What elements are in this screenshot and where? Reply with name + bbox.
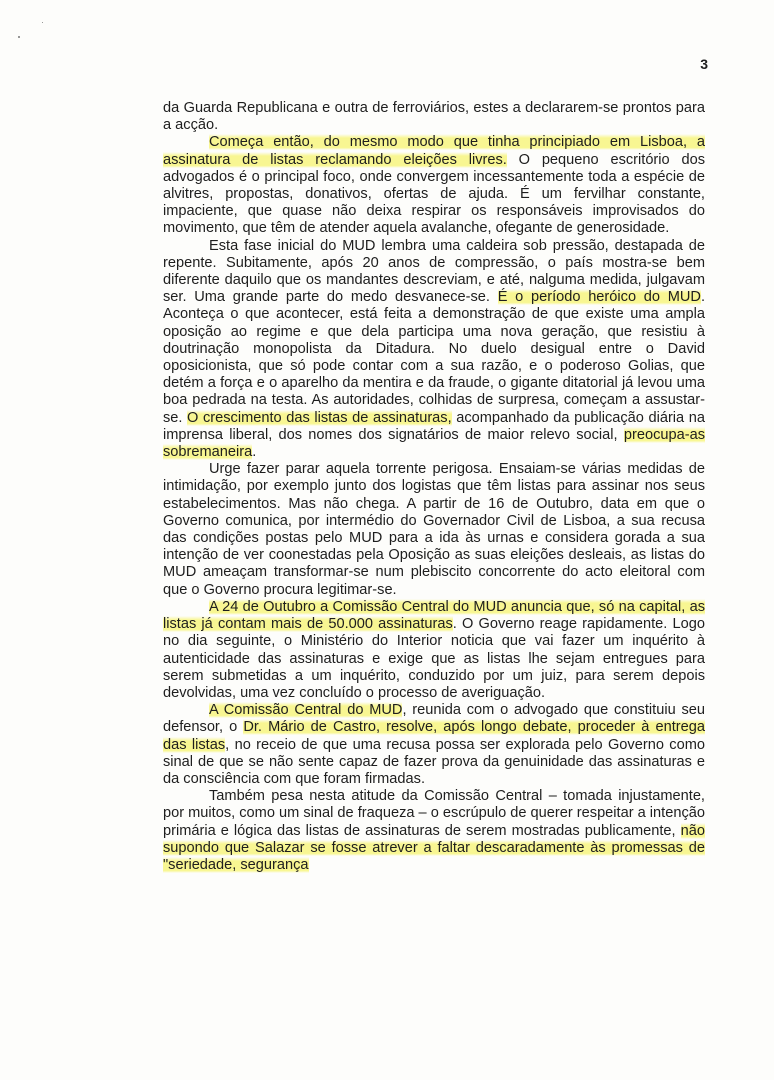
highlighted-text: Começa então, do mesmo modo que tinha principiado em Lisboa, a assinatura de listas reclamando eleições livres. bbox=[163, 134, 705, 168]
highlighted-text: A Comissão Central do MUD bbox=[209, 702, 403, 719]
text-run: . bbox=[252, 444, 257, 461]
highlighted-text: Dr. Mário de Castro, resolve, após longo debate, proceder à entrega das listas bbox=[163, 719, 705, 753]
text-run: Urge fazer parar aquela torrente perigosa. Ensaiam-se várias medidas de intimidação, por exemplo junto dos logistas que têm listas para assinar nos seus estabelecimentos. Mas não chega. A partir de 16 de Outubro, data em que o Governo comunica, por intermédio do Governador Civil de Lisboa, a sua recusa das condições postas pelo MUD para a ida às urnas e considera gorada a sua intenção de ver coonestadas pela Oposição as suas eleições desleais, as listas do MUD ameaçam transformar-se num plebiscito concorrente do acto eleitoral com que o Governo procura legitimar-se. bbox=[163, 461, 705, 598]
paragraph-5 bbox=[163, 599, 705, 702]
scan-speck bbox=[18, 36, 20, 38]
text-run: , no receio de que uma recusa possa ser explorada pelo Governo como sinal de que se não sente capaz de fazer prova da genuinidade das assinaturas e da consciência com que foram firmadas. bbox=[163, 736, 705, 787]
text-run: Esta fase inicial do MUD lembra uma caldeira sob pressão, destapada de repente. Subitamente, após 20 anos de compressão, o país mostra-se bem diferente daquilo que os mandantes descreviam, e até, nalguma medida, julgavam ser. Uma grande parte do medo desvanece-se. bbox=[163, 237, 705, 306]
text-run: O pequeno escritório dos advogados é o principal foco, onde convergem incessantemente toda a espécie de alvitres, propostas, donativos, ofertas de ajuda. É um fervilhar constante, impaciente, que quase não deixa respirar os responsáveis improvisados do movimento, que têm de atender aquela avalanche, ofegante de generosidade. bbox=[163, 151, 705, 237]
highlighted-text: preocupa-as sobremaneira bbox=[163, 426, 705, 461]
paragraph-6 bbox=[163, 702, 705, 788]
text-run: acompanhado da publicação diária na imprensa liberal, dos nomes dos signatários de maior relevo social, bbox=[163, 409, 705, 443]
text-run: . Aconteça o que acontecer, está feita a demonstração de que existe uma ampla oposição ao regime e que dela participa uma nova geração, que resistiu à doutrinação monopolista da Ditadura. No duelo desigual entre o David oposicionista, que só pode contar com a sua razão, e o poderoso Golias, que detém a força e o aparelho da mentira e da fraude, o gigante ditatorial já levou uma boa pedrada na testa. As autoridades, colhidas de surpresa, começam a assustar-se. bbox=[163, 289, 706, 426]
paragraph-2 bbox=[163, 134, 705, 237]
paragraph-7 bbox=[163, 788, 705, 874]
page-number: 3 bbox=[700, 56, 708, 72]
document-body bbox=[163, 100, 705, 874]
highlighted-text: A 24 de Outubro a Comissão Central do MUD anuncia que, só na capital, as listas já contam mais de 50.000 assinaturas bbox=[163, 598, 705, 633]
paragraph-3 bbox=[163, 238, 705, 462]
highlighted-text: O crescimento das listas de assinaturas, bbox=[187, 409, 452, 426]
text-run: , reunida com o advogado que constituiu seu defensor, o bbox=[163, 702, 705, 736]
text-run: Também pesa nesta atitude da Comissão Central – tomada injustamente, por muitos, como um sinal de fraqueza – o escrúpulo de querer respeitar a intenção primária e lógica das listas de assinaturas de serem mostradas publicamente, bbox=[163, 788, 705, 839]
text-run: . O Governo reage rapidamente. Logo no dia seguinte, o Ministério do Interior noticia que vai fazer um inquérito à autenticidade das assinaturas e exige que as listas lhe sejam entregues para serem submetidas a um inquérito, conduzido por um juiz, para serem depois devolvidas, uma vez concluído o processo de averiguação. bbox=[163, 616, 705, 701]
paragraph-4 bbox=[163, 461, 705, 599]
highlighted-text: não supondo que Salazar se fosse atrever a faltar descaradamente às promessas de "seriedade, segurança bbox=[163, 822, 705, 873]
text-run: da Guarda Republicana e outra de ferroviários, estes a declararem-se prontos para a acção. bbox=[163, 100, 705, 134]
highlighted-text: É o período heróico do MUD bbox=[497, 289, 701, 306]
scan-speck bbox=[42, 22, 43, 23]
paragraph-1 bbox=[163, 100, 705, 134]
